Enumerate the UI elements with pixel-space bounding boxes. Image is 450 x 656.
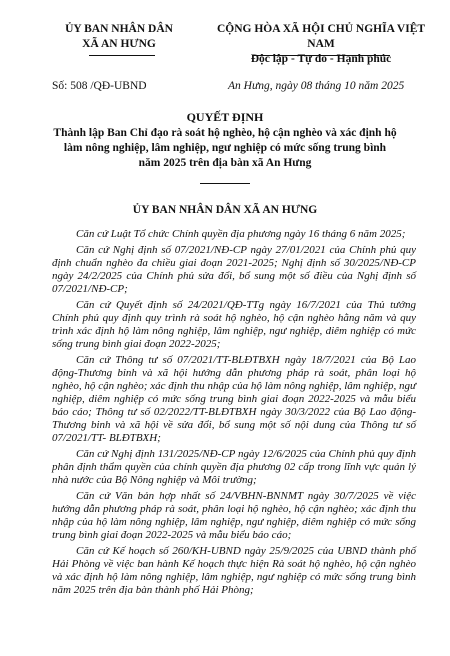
issuing-authority-header [44,22,194,52]
place-and-date: An Hưng, ngày 08 tháng 10 năm 2025 [228,80,405,92]
legal-basis-paragraph: Căn cứ Nghị định 131/2025/NĐ-CP ngày 12/6/2025 của Chính phủ quy định phân định thẩm quyền của chính quyền địa phương 02 cấp trong lĩnh vực quản lý nhà nước của Bộ Nông nghiệp và Môi trường; [52,448,416,486]
national-motto: Độc lập - Tự do - Hạnh phúc [250,53,392,65]
document-body [52,228,416,600]
document-subtitle: Thành lập Ban Chỉ đạo rà soát hộ nghèo, hộ cận nghèo và xác định hộ làm nông nghiệp, lâm nghiệp, ngư nghiệp có mức sống trung bình năm 2025 trên địa bàn xã An Hưng [53,127,397,169]
national-motto-header [212,22,430,67]
issuing-authority-line2: XÃ AN HƯNG [82,38,156,50]
header-left-underline [89,55,155,56]
legal-basis-paragraph: Căn cứ Nghị định số 07/2021/NĐ-CP ngày 27/01/2021 của Chính phủ quy định chuẩn nghèo đa chiều giai đoạn 2021-2025; Nghị định số 30/2025/NĐ-CP ngày 24/2/2025 của Chính phủ sửa đổi, bổ sung một số điều của Nghị định số 07/2021/NĐ-CP; [52,244,416,295]
country-name: CỘNG HÒA XÃ HỘI CHỦ NGHĨA VIỆT NAM [216,23,426,50]
issuing-authority-line1: ỦY BAN NHÂN DÂN [65,23,173,35]
legal-basis-paragraph: Căn cứ Kế hoạch số 260/KH-UBND ngày 25/9/2025 của UBND thành phố Hải Phòng về việc ban hành Kế hoạch thực hiện Rà soát hộ nghèo, hộ cận nghèo và xác định hộ làm nông nghiệp, lâm nghiệp, ngư nghiệp có mức sống trung bình năm 2025 trên địa bàn thành phố Hải Phòng; [52,545,416,596]
header-right-underline [252,55,390,56]
subtitle-underline [200,183,250,184]
legal-basis-paragraph: Căn cứ Luật Tổ chức Chính quyền địa phương ngày 16 tháng 6 năm 2025; [76,228,406,240]
document-title: QUYẾT ĐỊNH [186,110,264,124]
legal-basis-paragraph: Căn cứ Thông tư số 07/2021/TT-BLĐTBXH ngày 18/7/2021 của Bộ Lao động-Thương binh và xã hội hướng dẫn phương pháp rà soát, phân loại hộ nghèo, hộ cận nghèo; xác định thu nhập của hộ làm nông nghiệp, lâm nghiệp, ngư nghiệp, diêm nghiệp có mức sống trung bình giai đoạn 2022-2025 và mẫu biểu báo cáo; Thông tư số 02/2022/TT-BLĐTBXH ngày 30/3/2022 của Bộ Lao động-Thương binh và xã hội về sửa đổi, bổ sung một số nội dung của Thông tư số 07/2021/TT- BLĐTBXH; [52,354,416,444]
authority-heading: ỦY BAN NHÂN DÂN XÃ AN HƯNG [132,204,318,216]
document-number: Số: 508 /QĐ-UBND [52,80,147,92]
legal-basis-paragraph: Căn cứ Văn bản hợp nhất số 24/VBHN-BNNMT ngày 30/7/2025 về việc hướng dẫn phương pháp rà soát, phân loại hộ nghèo, hộ cận nghèo; xác định thu nhập của hộ làm nông nghiệp, lâm nghiệp, ngư nghiệp, diêm nghiệp có mức sống trung bình giai đoạn 2022-2025 và mẫu biểu báo cáo; [52,490,416,541]
legal-basis-paragraph: Căn cứ Quyết định số 24/2021/QĐ-TTg ngày 16/7/2021 của Thủ tướng Chính phủ quy định quy trình rà soát hộ nghèo, hộ cận nghèo hằng năm và quy trình xác định hộ làm nông nghiệp, lâm nghiệp, ngư nghiệp, diêm nghiệp có mức sống trung bình giai đoạn 2022-2025; [52,299,416,350]
